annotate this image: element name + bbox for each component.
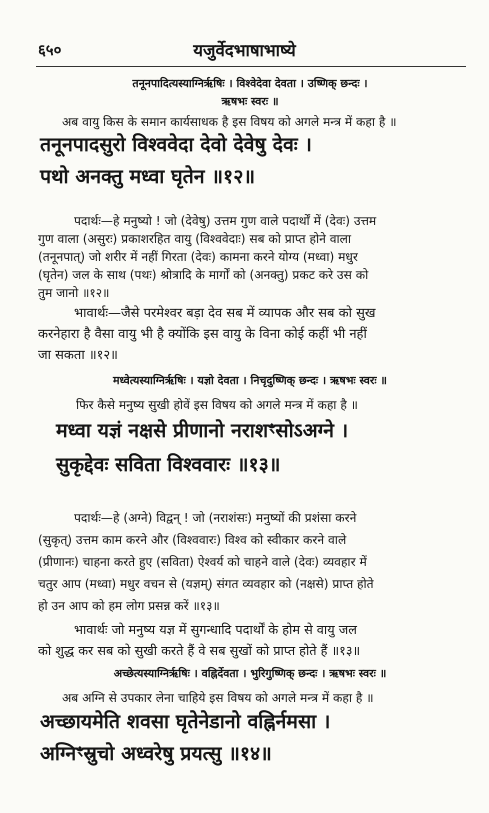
m13-padartha-line-2: (सुकृत्) उत्तम काम करने और (विश्ववारः) विश्व को स्वीकार करने वाले bbox=[38, 533, 347, 547]
m13-mantra-line-2: सुकृद्देवः सविता विश्ववारः ॥१३॥ bbox=[56, 453, 281, 476]
m12-mantra-line-1: तनूनपादसुरो विश्ववेदा देवो देवेषु देवः । bbox=[40, 133, 312, 156]
page-number: ६५० bbox=[38, 41, 62, 59]
m12-intro: अब वायु किस के समान कार्यसाधक है इस विषय को अगले मन्त्र में कहा है ॥ bbox=[62, 115, 397, 129]
page-title: यजुर्वेदभाषाभाष्ये bbox=[193, 40, 296, 60]
m14-intro: अब अग्नि से उपकार लेना चाहिये इस विषय को अगले मन्त्र में कहा है ॥ bbox=[62, 691, 374, 705]
m13-padartha-line-1: पदार्थः—हे (अग्ने) विद्वन् ! जो (नराशंसः) मनुष्यों की प्रशंसा करने bbox=[74, 511, 357, 525]
m12-padartha-line-4: (घृतेन) जल के साथ (पथः) श्रोत्रादि के मार्गों को (अनक्तु) प्रकट करे उस को bbox=[38, 268, 369, 282]
m13-padartha-line-5: हो उन आप को हम लोग प्रसन्न करें ॥१३॥ bbox=[38, 599, 220, 613]
m13-intro: फिर कैसे मनुष्य सुखी होवें इस विषय को अगले मन्त्र में कहा है ॥ bbox=[76, 398, 358, 412]
header-rule bbox=[36, 66, 466, 67]
m12-padartha-line-2: गुण वाला (असुरः) प्रकाशरहित वायु (विश्ववेदाः) सब को प्राप्त होने वाला bbox=[38, 232, 352, 246]
m12-padartha-line-3: (तनूनपात्) जो शरीर में नहीं गिरता (देवः) कामना करने योग्य (मध्वा) मधुर bbox=[38, 250, 358, 264]
m13-padartha-line-3: (प्रीणानः) चाहना करते हुए (सविता) ऐश्वर्य को चाहने वाले (देवः) व्यवहार में bbox=[38, 555, 367, 569]
m12-mantra-line-2: पथो अनक्तु मध्वा घृतेन ॥१२॥ bbox=[40, 165, 256, 188]
m12-padartha-line-1: पदार्थः—हे मनुष्यो ! जो (देवेषु) उत्तम गुण वाले पदार्थों में (देवः) उत्तम bbox=[74, 214, 377, 228]
m12-padartha-line-5: तुम जानो ॥१२॥ bbox=[38, 286, 110, 300]
m13-devata-line: मध्वेत्यस्याग्निर्ऋषिः । यज्ञो देवता । निचृदुष्णिक् छन्दः । ऋषभः स्वरः ॥ bbox=[112, 374, 388, 387]
m13-bhavartha-line-2: को शुद्ध कर सब को सुखी करते हैं वे सब सुखों को प्राप्त होते हैं ॥१३॥ bbox=[38, 644, 361, 659]
m13-mantra-line-1: मध्वा यज्ञं नक्षसे प्रीणानो नराशꣳसोऽअग्ने । bbox=[56, 419, 349, 442]
m12-bhavartha-line-2: करनेहारा है वैसा वायु भी है क्योंकि इस वायु के विना कोई कहीं भी नहीं bbox=[38, 327, 367, 342]
m13-padartha-line-4: चतुर आप (मध्वा) मधुर वचन से (यज्ञम्) संगत व्यवहार को (नक्षसे) प्राप्त होते bbox=[38, 577, 374, 591]
m12-bhavartha-line-3: जा सकता ॥१२॥ bbox=[38, 348, 118, 363]
m12-svara-line: ऋषभः स्वरः ॥ bbox=[221, 95, 279, 108]
m14-mantra-line-2: अग्निꣳस्रुचो अध्वरेषु प्रयत्सु ॥१४॥ bbox=[40, 742, 272, 765]
m12-devata-line: तनूनपादित्यस्याग्निर्ऋषिः । विश्वेदेवा देवता । उष्णिक् छन्दः । bbox=[132, 77, 368, 90]
m12-bhavartha-line-1: भावार्थः—जैसे परमेश्वर बड़ा देव सब में व्यापक और सब को सुख bbox=[74, 306, 376, 321]
m14-devata-line: अच्छेत्यस्याग्निर्ऋषिः । वह्निर्देवता । भुरिगुष्णिक् छन्दः । ऋषभः स्वरः ॥ bbox=[113, 667, 387, 680]
m14-mantra-line-1: अच्छायमेति शवसा घृतेनेडानो वह्निर्नमसा । bbox=[40, 710, 331, 733]
m13-bhavartha-line-1: भावार्थः जो मनुष्य यज्ञ में सुगन्धादि पदार्थों के होम से वायु जल bbox=[74, 623, 357, 638]
